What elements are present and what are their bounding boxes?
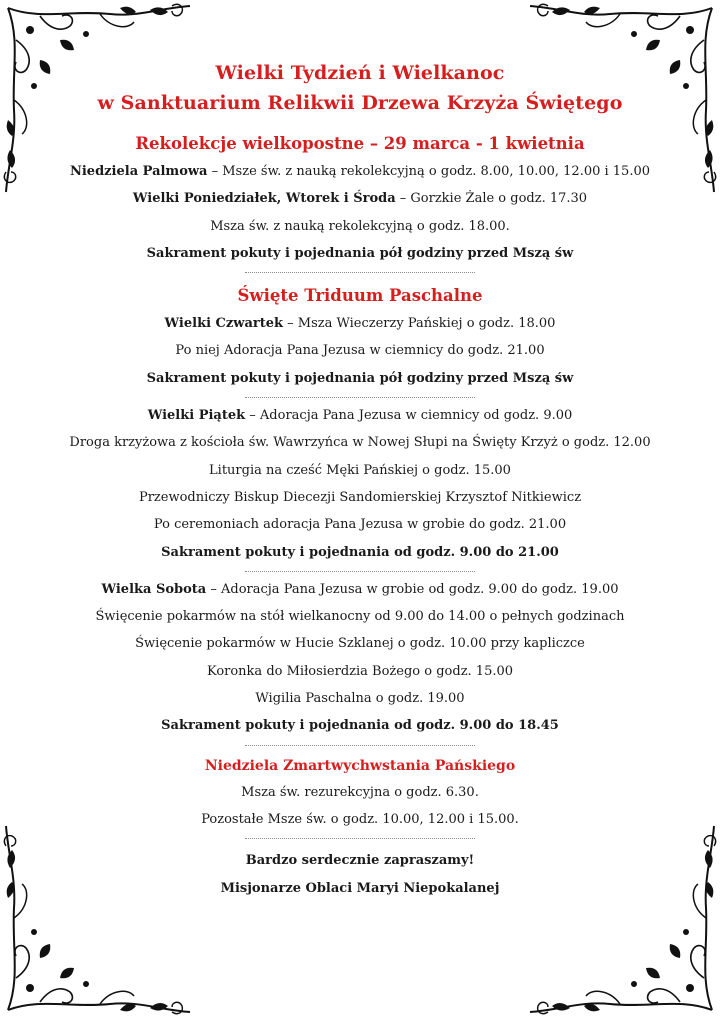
thursday-line-2: Po niej Adoracja Pana Jezusa w ciemnicy do godz. 21.00 (175, 343, 545, 359)
saturday-line-5: Wigilia Paschalna o godz. 19.00 (255, 691, 465, 707)
saturday-label: Wielka Sobota (101, 581, 207, 597)
retreat-confession-line: Sakrament pokuty i pojednania pół godziny przed Mszą św (146, 245, 574, 261)
friday-line-3: Liturgia na cześć Męki Pańskiej o godz. 15.00 (209, 462, 511, 478)
closing-signature: Misjonarze Oblaci Maryi Niepokalanej (220, 880, 500, 896)
saturday-confession-line: Sakrament pokuty i pojednania od godz. 9.00 do 18.45 (161, 718, 559, 734)
poster-title-line1: Wielki Tydzień i Wielkanoc (215, 62, 505, 84)
saturday-line-1 (0, 576, 720, 603)
friday-label: Wielki Piątek (147, 408, 246, 424)
friday-line-4: Przewodniczy Biskup Diecezji Sandomierskiej Krzysztof Nitkiewicz (138, 489, 582, 505)
saturday-line-2: Święcenie pokarmów na stół wielkanocny od 9.00 do 14.00 o pełnych godzinach (95, 609, 625, 625)
retreat-line-1-text: – Msze św. z nauką rekolekcyjną o godz. 8.00, 10.00, 12.00 i 15.00 (207, 164, 651, 179)
thursday-confession-line: Sakrament pokuty i pojednania pół godziny przed Mszą św (146, 370, 574, 386)
friday-confession-line: Sakrament pokuty i pojednania od godz. 9.00 do 21.00 (161, 544, 559, 560)
friday-line-1 (0, 402, 720, 429)
poster-content (0, 58, 720, 902)
saturday-line-4: Koronka do Miłosierdzia Bożego o godz. 15.00 (206, 663, 514, 679)
easter-line-1: Msza św. rezurekcyjna o godz. 6.30. (241, 784, 479, 800)
easter-line-2: Pozostałe Msze św. o godz. 10.00, 12.00 i 15.00. (201, 811, 519, 827)
retreat-line-1 (0, 158, 720, 185)
easter-heading: Niedziela Zmartwychwstania Pańskiego (204, 757, 516, 774)
triduum-heading: Święte Triduum Paschalne (237, 286, 483, 306)
friday-line-2: Droga krzyżowa z kościoła św. Wawrzyńca w Nowej Słupi na Święty Krzyż o godz. 12.00 (69, 435, 651, 451)
retreat-line-2-label: Wielki Poniedziałek, Wtorek i Środa (132, 191, 396, 207)
thursday-label: Wielki Czwartek (164, 316, 284, 332)
retreat-line-2-text: – Gorzkie Żale o godz. 17.30 (395, 191, 588, 207)
closing-invite: Bardzo serdecznie zapraszamy! (245, 853, 475, 869)
poster-title-line2: w Sanktuarium Relikwii Drzewa Krzyża Świętego (97, 92, 623, 114)
retreat-heading: Rekolekcje wielkopostne – 29 marca - 1 kwietnia (135, 134, 585, 153)
saturday-line-1-text: – Adoracja Pana Jezusa w grobie od godz. 9.00 do godz. 19.00 (206, 581, 619, 597)
thursday-line-1-text: – Msza Wieczerzy Pańskiej o godz. 18.00 (283, 316, 556, 332)
retreat-line-3: Msza św. z nauką rekolekcyjną o godz. 18.00. (210, 218, 510, 234)
friday-line-5: Po ceremoniach adoracja Pana Jezusa w grobie do godz. 21.00 (153, 517, 567, 533)
thursday-line-1 (0, 310, 720, 337)
friday-line-1-text: – Adoracja Pana Jezusa w ciemnicy od godz. 9.00 (245, 408, 573, 424)
retreat-line-1-label: Niedziela Palmowa (69, 164, 208, 179)
retreat-line-2 (0, 185, 720, 212)
saturday-line-3: Święcenie pokarmów w Hucie Szklanej o godz. 10.00 przy kapliczce (135, 636, 585, 652)
